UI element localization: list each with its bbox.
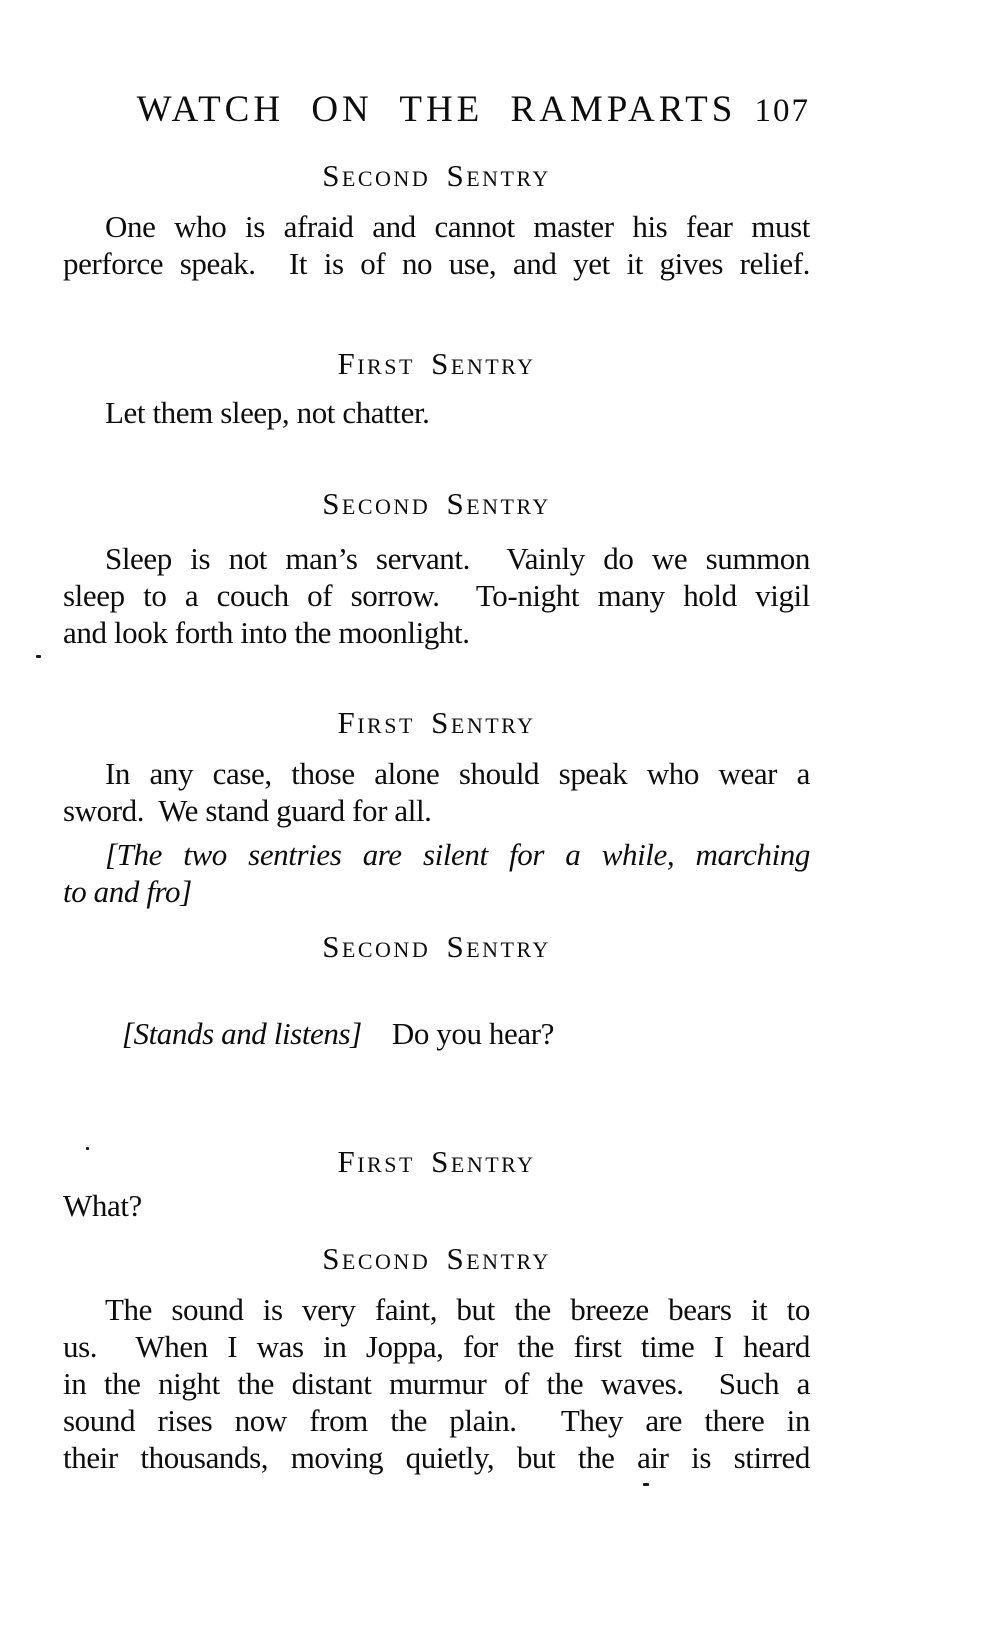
speech-line: sound rises now from the plain. They are there in [63,1403,810,1438]
speech-line: sword. We stand guard for all. [63,793,432,828]
text-block [63,0,810,1476]
speaker-heading: Second Sentry [322,929,551,964]
page-number: 107 [754,93,810,129]
speech-text: Do you hear? [391,1016,555,1051]
speech-line: sleep to a couch of sorrow. To-night many hold vigil [63,578,810,613]
speech-section [63,929,810,1089]
speech-line [63,978,810,1089]
speech-section [63,346,810,431]
stage-direction-inline: [Stands and listens] [121,1016,362,1051]
speaker-heading: First Sentry [337,1144,536,1179]
speech-section [63,158,810,282]
speaker-heading: First Sentry [337,705,536,740]
stage-direction-line: to and fro] [63,874,192,909]
speaker-heading: Second Sentry [322,1241,551,1276]
speaker-heading: Second Sentry [322,486,551,521]
speech-line: in the night the distant murmur of the waves. Such a [63,1366,810,1401]
speech-line: and look forth into the moonlight. [63,615,470,650]
speech-line: What? [63,1188,142,1223]
speech-line: Let them sleep, not chatter. [105,395,430,430]
speech-section [63,1144,810,1224]
speaker-heading: First Sentry [337,346,536,381]
stage-direction-line: [The two sentries are silent for a while, marching [105,837,810,872]
speech-section [63,1241,810,1476]
speech-line: Sleep is not man’s servant. Vainly do we summon [105,541,810,576]
speaker-heading: Second Sentry [322,158,551,193]
speech-line: us. When I was in Joppa, for the first time I heard [63,1329,810,1364]
scan-speck [36,655,41,658]
running-header [63,88,810,132]
speech-section [63,486,810,651]
speech-line: perforce speak. It is of no use, and yet it gives relief. [63,246,810,281]
speech-line: One who is afraid and cannot master his fear must [105,209,810,244]
page-title: WATCH ON THE RAMPARTS [136,89,737,130]
speech-line: their thousands, moving quietly, but the air is stirred [63,1440,810,1475]
scan-speck [643,1483,649,1486]
speech-section [63,705,810,910]
scan-speck [86,1147,89,1150]
speech-line: The sound is very faint, but the breeze bears it to [105,1292,810,1327]
speech-line: In any case, those alone should speak who wear a [105,756,810,791]
